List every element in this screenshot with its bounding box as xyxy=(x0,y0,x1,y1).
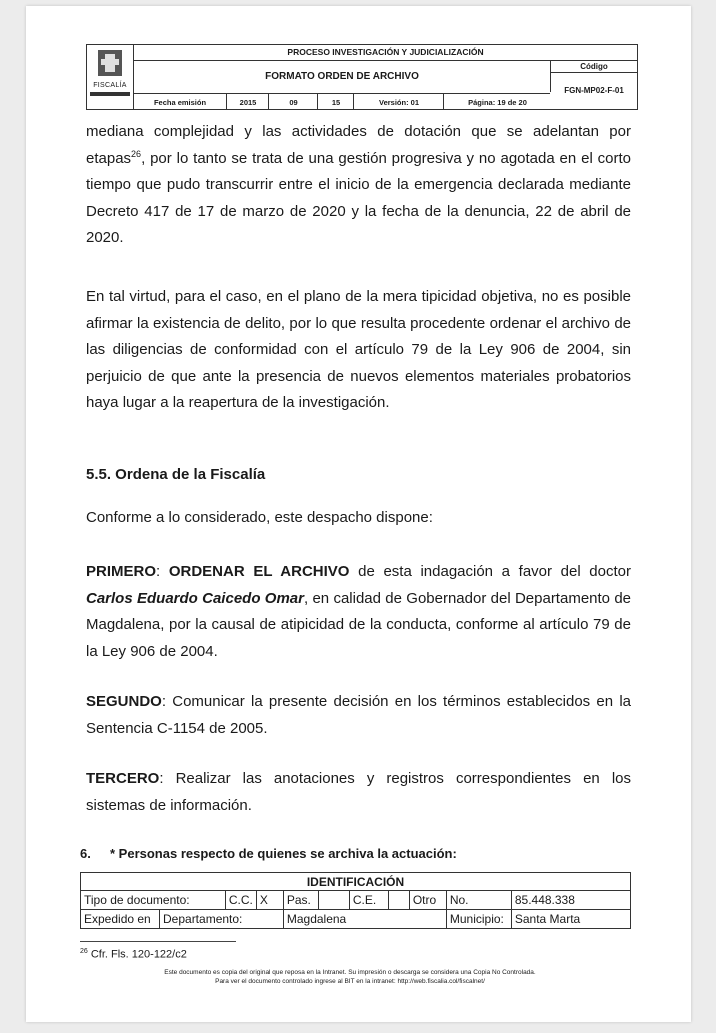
segundo-order xyxy=(86,689,631,742)
municipality-label: Municipio: xyxy=(446,910,511,929)
code-value: FGN-MP02-F-01 xyxy=(564,86,624,95)
cc-label: C.C. xyxy=(225,891,256,910)
document-number: 85.448.338 xyxy=(511,891,630,910)
emission-row xyxy=(134,93,550,109)
cc-mark: X xyxy=(256,891,283,910)
segundo-label: SEGUNDO xyxy=(86,693,162,710)
format-title: FORMATO ORDEN DE ARCHIVO xyxy=(134,61,551,92)
paragraph-1-text-cont: , por lo tanto se trata de una gestión progresiva y no agotada en el corto tiempo que pudo transcurrir entre el inicio de la emergencia declarada mediante Decreto 417 de 17 de marzo de 2020 y la fecha de la denuncia, 22 de abril de 2020. xyxy=(86,149,631,246)
department-label: Departamento: xyxy=(160,910,284,929)
pas-label: Pas. xyxy=(283,891,318,910)
tercero-text: : Realizar las anotaciones y registros correspondientes en los sistemas de información. xyxy=(86,770,631,814)
code-label: Código xyxy=(551,61,637,73)
primero-text-cont: , en calidad de Gobernador del Departamento de Magdalena, por la causal de atipicidad de la conducta, conforme al artículo 79 de la Ley 906 de 2004. xyxy=(86,589,631,660)
tercero-order xyxy=(86,766,631,819)
logo-text: FISCALÍA xyxy=(93,82,127,89)
ce-label: C.E. xyxy=(349,891,388,910)
emblem-icon xyxy=(98,50,122,76)
emission-label: Fecha emisión xyxy=(153,98,207,107)
identification-table xyxy=(80,872,631,929)
emission-year: 2015 xyxy=(226,94,269,109)
primero-bold: ORDENAR EL ARCHIVO xyxy=(168,563,350,580)
table-row xyxy=(81,910,631,929)
process-title: PROCESO INVESTIGACIÓN Y JUDICIALIZACIÓN xyxy=(134,45,637,61)
section-title: 5.5. Ordena de la Fiscalía xyxy=(86,466,266,483)
emission-month: 09 xyxy=(268,94,318,109)
emission-day: 15 xyxy=(317,94,354,109)
intro-text: Conforme a lo considerado, este despacho dispone: xyxy=(86,509,433,526)
primero-label: PRIMERO xyxy=(86,563,157,580)
table-title: IDENTIFICACIÓN xyxy=(81,873,631,891)
department-value: Magdalena xyxy=(283,910,446,929)
footer-line-2: Para ver el documento controlado ingrese al BIT en la intranet: http://web.fiscalia.col/fiscalnet/ xyxy=(215,978,485,985)
segundo-text: : Comunicar la presente decisión en los términos establecidos en la Sentencia C-1154 de 2005. xyxy=(86,693,631,737)
section-6-number: 6. xyxy=(80,846,91,861)
person-name: Carlos Eduardo Caicedo Omar xyxy=(86,589,304,607)
table-row xyxy=(81,873,631,891)
ce-mark xyxy=(388,891,409,910)
footnote-divider xyxy=(80,941,236,942)
page-number: Página: 19 de 20 xyxy=(443,94,551,109)
document-header xyxy=(86,44,638,110)
section-6-title: * Personas respecto de quienes se archiva la actuación: xyxy=(110,846,457,861)
fiscalia-logo xyxy=(87,45,134,109)
table-row xyxy=(81,891,631,910)
footnote xyxy=(80,948,187,961)
issued-label: Expedido en xyxy=(81,910,160,929)
footnote-ref: 26 xyxy=(131,148,142,159)
footnote-text: Cfr. Fls. 120-122/c2 xyxy=(87,948,187,961)
primero-text: de esta indagación a favor del doctor xyxy=(349,563,631,580)
otro-label: Otro xyxy=(409,891,446,910)
paragraph-1 xyxy=(86,119,631,252)
no-label: No. xyxy=(446,891,511,910)
paragraph-2: En tal virtud, para el caso, en el plano de la mera tipicidad objetiva, no es posible afirmar la existencia de delito, por lo que resulta procedente ordenar el archivo de las diligencias de conformidad con el artículo 79 de la Ley 906 de 2004, sin perjuicio de que ante la presencia de nuevos elementos materiales probatorios haya lugar a la reapertura de la investigación. xyxy=(86,288,631,411)
logo-bar xyxy=(90,92,130,96)
paragraph-1-text: mediana complejidad y las actividades de dotación que se adelantan por etapas xyxy=(86,123,631,167)
doc-type-label: Tipo de documento: xyxy=(81,891,226,910)
primero-order: PRIMERO: ORDENAR EL ARCHIVO de esta indagación a favor del doctor Carlos Eduardo Caicedo Omar, en calidad de Gobernador del Departamento de Magdalena, por la causal de atipicidad de la conducta, conforme al artículo 79 de la Ley 906 de 2004. xyxy=(86,563,631,660)
tercero-label: TERCERO xyxy=(86,770,160,787)
pas-mark xyxy=(318,891,349,910)
page-footer xyxy=(100,968,600,986)
footer-line-1: Este documento es copia del original que reposa en la Intranet. Su impresión o descarga se considera una Copia No Controlada. xyxy=(164,969,536,976)
section-6-heading xyxy=(80,846,457,861)
version: Versión: 01 xyxy=(353,94,444,109)
footnote-number: 26 xyxy=(80,948,88,955)
municipality-value: Santa Marta xyxy=(511,910,630,929)
